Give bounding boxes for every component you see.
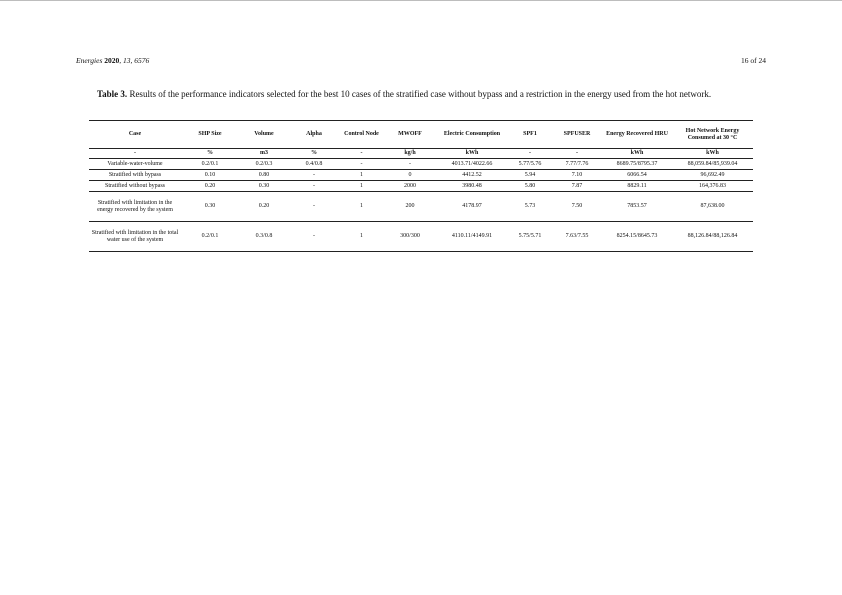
table-caption: [97, 88, 749, 101]
table-cell: 0: [384, 170, 436, 181]
table-units-row: [89, 149, 753, 159]
table-cell: 0.3/0.8: [239, 222, 289, 252]
table-cell: 0.30: [181, 192, 239, 222]
table-cell: 5.80: [508, 181, 552, 192]
unit-cell: -: [89, 149, 181, 159]
table-cell: 5.77/5.76: [508, 159, 552, 170]
table-cell: 0.2/0.1: [181, 159, 239, 170]
unit-cell: kWh: [602, 149, 672, 159]
unit-cell: -: [552, 149, 602, 159]
unit-cell: kWh: [672, 149, 753, 159]
table-cell: 4110.11/4149.91: [436, 222, 508, 252]
table-cell: -: [339, 159, 384, 170]
column-header: Hot Network Energy Consumed at 30 °C: [672, 121, 753, 149]
table-cell: -: [289, 170, 339, 181]
table-cell: 4178.97: [436, 192, 508, 222]
running-header: [76, 56, 149, 65]
table-cell: 0.10: [181, 170, 239, 181]
table-cell: 0.4/0.8: [289, 159, 339, 170]
table-cell: 0.2/0.3: [239, 159, 289, 170]
table-cell: 7.87: [552, 181, 602, 192]
table-cell: 7.63/7.55: [552, 222, 602, 252]
table-cell: 96,692.49: [672, 170, 753, 181]
table-cell: 0.20: [181, 181, 239, 192]
table-cell: Stratified with bypass: [89, 170, 181, 181]
table-cell: 5.73: [508, 192, 552, 222]
top-border: [0, 0, 842, 1]
column-header: MWOFF: [384, 121, 436, 149]
table-cell: 1: [339, 192, 384, 222]
table-cell: Stratified without bypass: [89, 181, 181, 192]
column-header: Energy Recovered HRU: [602, 121, 672, 149]
unit-cell: -: [339, 149, 384, 159]
table-cell: Variable-water-volume: [89, 159, 181, 170]
journal-year: 2020: [104, 56, 120, 65]
table-row: [89, 159, 753, 170]
table-cell: 8689.75/8795.37: [602, 159, 672, 170]
column-header: SPF1: [508, 121, 552, 149]
table-cell: 0.2/0.1: [181, 222, 239, 252]
table-cell: 200: [384, 192, 436, 222]
table-cell: 88,059.84/85,939.04: [672, 159, 753, 170]
unit-cell: -: [508, 149, 552, 159]
journal-name: Energies: [76, 56, 103, 65]
table-cell: 1: [339, 170, 384, 181]
results-table: [89, 120, 753, 252]
column-header: SPFUSER: [552, 121, 602, 149]
table-cell: Stratified with limitation in the energy recovered by the system: [89, 192, 181, 222]
table-cell: 5.94: [508, 170, 552, 181]
table-cell: 0.20: [239, 192, 289, 222]
table-cell: 8254.15/8645.73: [602, 222, 672, 252]
table-cell: 6066.54: [602, 170, 672, 181]
table-cell: 3980.48: [436, 181, 508, 192]
table-header-row: [89, 121, 753, 149]
page-number: 16 of 24: [741, 56, 766, 65]
unit-cell: m3: [239, 149, 289, 159]
table-cell: Stratified with limitation in the total water use of the system: [89, 222, 181, 252]
table-cell: 1: [339, 181, 384, 192]
column-header: Case: [89, 121, 181, 149]
table-cell: -: [289, 192, 339, 222]
table-cell: 1: [339, 222, 384, 252]
column-header: Volume: [239, 121, 289, 149]
table-cell: 2000: [384, 181, 436, 192]
unit-cell: kg/h: [384, 149, 436, 159]
table-cell: 300/300: [384, 222, 436, 252]
table-cell: 7.10: [552, 170, 602, 181]
column-header: Control Node: [339, 121, 384, 149]
unit-cell: kWh: [436, 149, 508, 159]
table-cell: 7.77/7.76: [552, 159, 602, 170]
table-cell: 0.80: [239, 170, 289, 181]
table-cell: 4412.52: [436, 170, 508, 181]
table-row: [89, 222, 753, 252]
table-cell: 0.30: [239, 181, 289, 192]
table-cell: 87,638.00: [672, 192, 753, 222]
table-cell: 7853.57: [602, 192, 672, 222]
table-cell: 8829.11: [602, 181, 672, 192]
unit-cell: %: [181, 149, 239, 159]
table-cell: 5.75/5.71: [508, 222, 552, 252]
journal-volume: , 13, 6576: [119, 56, 150, 65]
table-cell: -: [289, 222, 339, 252]
table-caption-text: Results of the performance indicators selected for the best 10 cases of the stratified case without bypass and a restriction in the energy used from the hot network.: [127, 89, 712, 99]
table-cell: 7.50: [552, 192, 602, 222]
table-cell: 88,126.84/88,126.84: [672, 222, 753, 252]
table-cell: 4013.71/4022.66: [436, 159, 508, 170]
column-header: Electric Consumption: [436, 121, 508, 149]
table-cell: -: [289, 181, 339, 192]
table-cell: 164,376.83: [672, 181, 753, 192]
table-caption-label: Table 3.: [97, 89, 128, 99]
unit-cell: %: [289, 149, 339, 159]
table-row: [89, 192, 753, 222]
column-header: Alpha: [289, 121, 339, 149]
table-row: [89, 181, 753, 192]
table-cell: -: [384, 159, 436, 170]
table-row: [89, 170, 753, 181]
column-header: SHP Size: [181, 121, 239, 149]
